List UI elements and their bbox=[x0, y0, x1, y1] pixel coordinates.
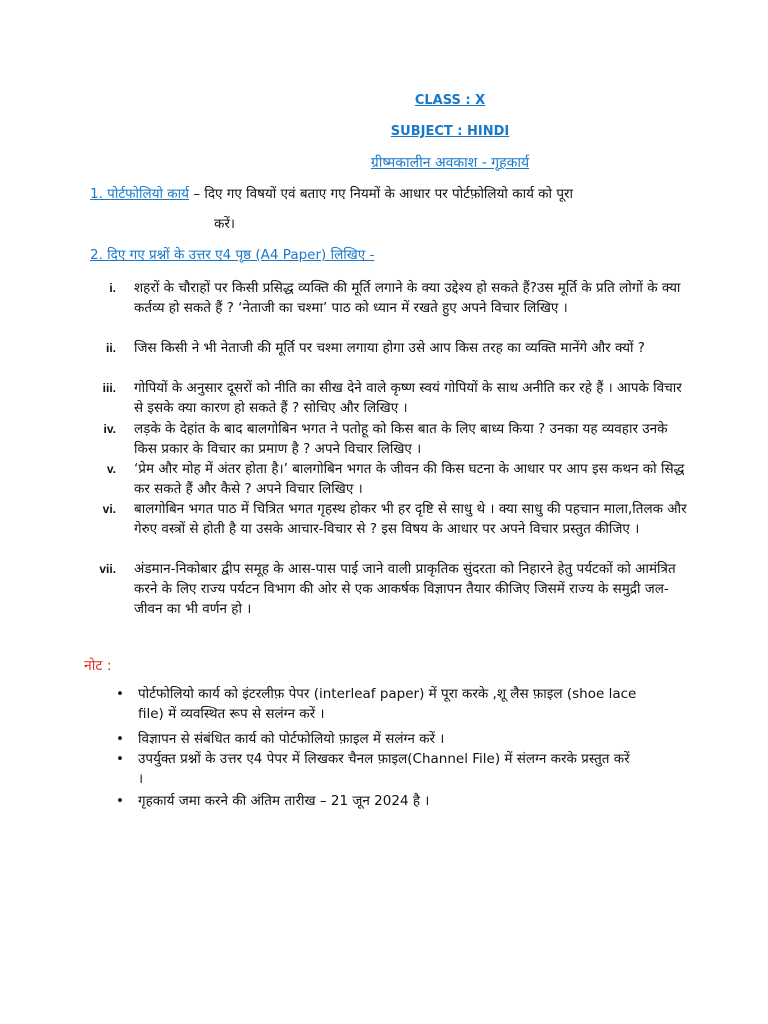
bullet-icon: • bbox=[116, 686, 124, 702]
bullet-icon: • bbox=[116, 793, 124, 809]
note-text: गृहकार्य जमा करने की अंतिम तारीख – 21 जून 2024 है । bbox=[138, 793, 430, 809]
question-text: बालगोबिन भगत पाठ में चित्रित भगत गृहस्थ होकर भी हर दृष्टि से साधु थे । क्या साधु की पहचान माला,तिलक और गेरुए वस्त्रों से होती है या उसके आचार-विचार से ? इस विषय के आधार पर अपने विचार प्रस्तुत कीजिए । bbox=[134, 501, 687, 537]
question-number: iii. bbox=[102, 381, 116, 395]
question-number: i. bbox=[109, 281, 116, 295]
class-heading: CLASS : X bbox=[414, 93, 486, 108]
section-1-label: 1. पोर्टफोलियो कार्य bbox=[90, 186, 190, 202]
bullet-icon: • bbox=[116, 751, 124, 767]
question-number: v. bbox=[106, 462, 116, 476]
section-1-text-cont: करें। bbox=[214, 216, 236, 232]
title-heading: ग्रीष्मकालीन अवकाश - गृहकार्य bbox=[370, 155, 530, 171]
subject-heading: SUBJECT : HINDI bbox=[390, 124, 510, 139]
question-number: vi. bbox=[102, 502, 116, 516]
question-number: ii. bbox=[105, 341, 116, 355]
section-2-label: 2. दिए गए प्रश्नों के उत्तर ए4 पृष्ठ (A4 Paper) लिखिए - bbox=[90, 247, 375, 263]
question-text: शहरों के चौराहों पर किसी प्रसिद्ध व्यक्ति की मूर्ति लगाने के क्या उद्देश्य हो सकते हैं?उस मूर्ति के प्रति लोगों के क्या कर्तव्य हो सकते हैं ? ‘नेताजी का चश्मा’ पाठ को ध्यान में रखते हुए अपने विचार लिखिए । bbox=[134, 280, 681, 316]
section-1-text: – दिए गए विषयों एवं बताए गए नियमों के आधार पर पोर्टफ़ोलियो कार्य को पूरा bbox=[193, 186, 574, 202]
note-text: उपर्युक्त प्रश्नों के उत्तर ए4 पेपर में लिखकर चैनल फ़ाइल(Channel File) में संलग्न करके प्रस्तुत करें । bbox=[138, 751, 630, 787]
question-number: vii. bbox=[99, 562, 116, 576]
question-text: जिस किसी ने भी नेताजी की मूर्ति पर चश्मा लगाया होगा उसे आप किस तरह का व्यक्ति मानेंगे और क्यों ? bbox=[134, 340, 645, 356]
question-text: गोपियों के अनुसार दूसरों को नीति का सीख देने वाले कृष्ण स्वयं गोपियों के साथ अनीति कर रहे हैं । आपके विचार से इसके क्या कारण हो सकते हैं ? सोचिए और लिखिए । bbox=[134, 380, 682, 416]
question-text: लड़के के देहांत के बाद बालगोबिन भगत ने पतोहू को किस बात के लिए बाध्य किया ? उनका यह व्यवहार उनके किस प्रकार के विचार का प्रमाण है ? अपने विचार लिखिए । bbox=[134, 421, 668, 457]
note-text: विज्ञापन से संबंधित कार्य को पोर्टफोलियो फ़ाइल में सलंग्न करें । bbox=[138, 731, 445, 747]
question-text: अंडमान-निकोबार द्वीप समूह के आस-पास पाई जाने वाली प्राकृतिक सुंदरता को निहारने हेतु पर्यटकों को आमंत्रित करने के लिए राज्य पर्यटन विभाग की ओर से एक आकर्षक विज्ञापन तैयार कीजिए जिसमें राज्य के समुद्री जल-जीवन का भी वर्णन हो । bbox=[134, 561, 676, 617]
section-1 bbox=[90, 184, 710, 204]
question-text: ‘प्रेम और मोह में अंतर होता है।’ बालगोबिन भगत के जीवन की किस घटना के आधार पर आप इस कथन को सिद्ध कर सकते हैं और कैसे ? अपने विचार लिखिए । bbox=[134, 461, 685, 497]
bullet-icon: • bbox=[116, 731, 124, 747]
note-label: नोट : bbox=[84, 658, 112, 674]
note-text: पोर्टफोलियो कार्य को इंटरलीफ़ पेपर (interleaf paper) में पूरा करके ,शू लैस फ़ाइल (shoe lace file) में व्यवस्थित रूप से सलंग्न करें । bbox=[138, 686, 637, 722]
question-number: iv. bbox=[103, 422, 116, 436]
